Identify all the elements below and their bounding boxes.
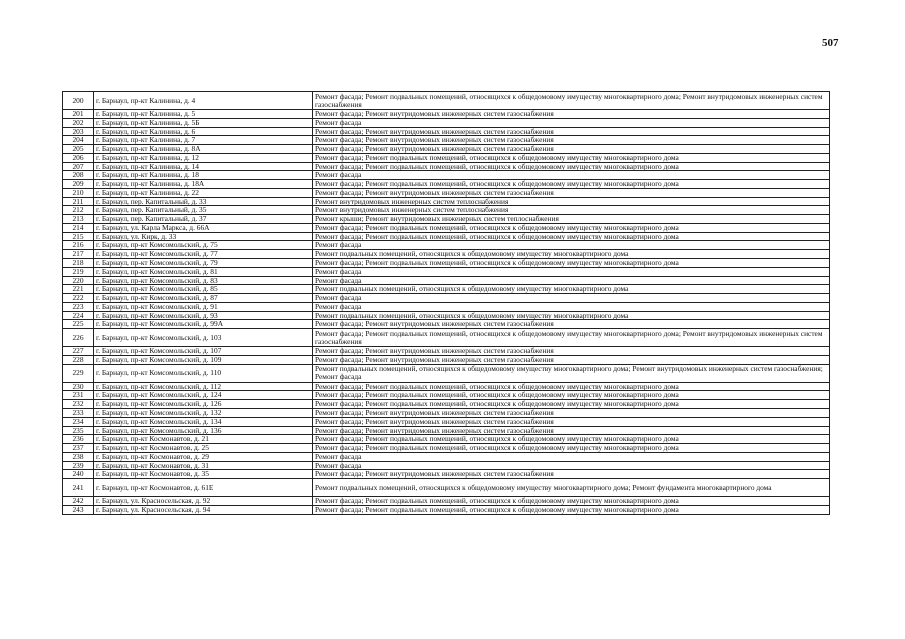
row-address: г. Барнаул, пр-кт Калинина, д. 22	[94, 188, 313, 197]
row-number: 224	[63, 311, 94, 320]
row-work-list: Ремонт фасада	[313, 267, 830, 276]
row-work-list: Ремонт фасада; Ремонт подвальных помещений, относящихся к общедомовому имуществу многоквартирного дома	[313, 259, 830, 268]
row-number: 222	[63, 294, 94, 303]
row-address: г. Барнаул, пр-кт Калинина, д. 8А	[94, 145, 313, 154]
row-work-list: Ремонт подвальных помещений, относящихся к общедомовому имуществу многоквартирного дома	[313, 285, 830, 294]
row-address: г. Барнаул, пр-кт Комсомольский, д. 132	[94, 408, 313, 417]
row-address: г. Барнаул, пр-кт Комсомольский, д. 93	[94, 311, 313, 320]
row-work-list: Ремонт фасада; Ремонт подвальных помещений, относящихся к общедомовому имуществу многоквартирного дома	[313, 435, 830, 444]
row-address: г. Барнаул, пер. Капитальный, д. 33	[94, 197, 313, 206]
table-row	[63, 92, 830, 110]
row-address: г. Барнаул, пр-кт Космонавтов, д. 29	[94, 452, 313, 461]
row-work-list: Ремонт фасада; Ремонт внутридомовых инженерных систем газоснабжения	[313, 408, 830, 417]
row-address: г. Барнаул, пр-кт Комсомольский, д. 103	[94, 329, 313, 347]
row-work-list: Ремонт фасада	[313, 171, 830, 180]
table-row	[63, 382, 830, 391]
row-work-list: Ремонт фасада; Ремонт подвальных помещений, относящихся к общедомовому имуществу многоквартирного дома; Ремонт внутридомовых инженерных систем газоснабжения	[313, 329, 830, 347]
row-number: 236	[63, 435, 94, 444]
row-work-list: Ремонт фасада; Ремонт подвальных помещений, относящихся к общедомовому имуществу многоквартирного дома	[313, 444, 830, 453]
row-number: 204	[63, 136, 94, 145]
row-number: 240	[63, 470, 94, 479]
row-work-list: Ремонт фасада; Ремонт внутридомовых инженерных систем газоснабжения	[313, 127, 830, 136]
table-row	[63, 250, 830, 259]
row-number: 212	[63, 206, 94, 215]
row-address: г. Барнаул, пр-кт Космонавтов, д. 21	[94, 435, 313, 444]
row-work-list: Ремонт фасада; Ремонт подвальных помещений, относящихся к общедомовому имуществу многоквартирного дома	[313, 223, 830, 232]
table-row	[63, 426, 830, 435]
row-number: 211	[63, 197, 94, 206]
row-address: г. Барнаул, ул. Кирк, д. 33	[94, 232, 313, 241]
table-row	[63, 417, 830, 426]
row-work-list: Ремонт подвальных помещений, относящихся к общедомовому имуществу многоквартирного дома	[313, 311, 830, 320]
row-number: 233	[63, 408, 94, 417]
row-number: 214	[63, 223, 94, 232]
row-work-list: Ремонт подвальных помещений, относящихся к общедомовому имуществу многоквартирного дома; Ремонт фундамента многоквартирного дома	[313, 479, 830, 497]
row-work-list: Ремонт фасада; Ремонт внутридомовых инженерных систем газоснабжения	[313, 355, 830, 364]
row-work-list: Ремонт фасада	[313, 276, 830, 285]
row-number: 225	[63, 320, 94, 329]
row-number: 226	[63, 329, 94, 347]
row-number: 239	[63, 461, 94, 470]
row-number: 223	[63, 302, 94, 311]
row-number: 229	[63, 364, 94, 382]
row-work-list: Ремонт фасада; Ремонт внутридомовых инженерных систем газоснабжения	[313, 320, 830, 329]
row-address: г. Барнаул, пр-кт Комсомольский, д. 136	[94, 426, 313, 435]
row-number: 220	[63, 276, 94, 285]
row-address: г. Барнаул, ул. Карла Маркса, д. 66А	[94, 223, 313, 232]
row-address: г. Барнаул, пр-кт Комсомольский, д. 77	[94, 250, 313, 259]
row-work-list: Ремонт фасада; Ремонт подвальных помещений, относящихся к общедомовому имуществу многоквартирного дома	[313, 497, 830, 506]
row-number: 201	[63, 110, 94, 119]
row-work-list: Ремонт фасада	[313, 118, 830, 127]
row-work-list: Ремонт фасада; Ремонт подвальных помещений, относящихся к общедомовому имуществу многоквартирного дома	[313, 382, 830, 391]
row-work-list: Ремонт подвальных помещений, относящихся к общедомовому имуществу многоквартирного дома; Ремонт внутридомовых инженерных систем газоснабжения; Ремонт фасада	[313, 364, 830, 382]
row-number: 219	[63, 267, 94, 276]
row-address: г. Барнаул, пер. Капитальный, д. 37	[94, 215, 313, 224]
table-row	[63, 241, 830, 250]
row-number: 200	[63, 92, 94, 110]
row-work-list: Ремонт фасада	[313, 302, 830, 311]
table-row	[63, 180, 830, 189]
row-address: г. Барнаул, пр-кт Космонавтов, д. 61Е	[94, 479, 313, 497]
row-address: г. Барнаул, пр-кт Комсомольский, д. 85	[94, 285, 313, 294]
table-row	[63, 162, 830, 171]
row-work-list: Ремонт внутридомовых инженерных систем теплоснабжения	[313, 197, 830, 206]
row-address: г. Барнаул, пр-кт Комсомольский, д. 79	[94, 259, 313, 268]
row-number: 203	[63, 127, 94, 136]
row-work-list: Ремонт фасада; Ремонт подвальных помещений, относящихся к общедомовому имуществу многоквартирного дома	[313, 400, 830, 409]
table-row	[63, 267, 830, 276]
table-row	[63, 197, 830, 206]
row-address: г. Барнаул, пр-кт Комсомольский, д. 109	[94, 355, 313, 364]
row-work-list: Ремонт фасада; Ремонт внутридомовых инженерных систем газоснабжения	[313, 110, 830, 119]
page-number: 507	[822, 37, 839, 49]
row-number: 227	[63, 347, 94, 356]
row-number: 208	[63, 171, 94, 180]
row-address: г. Барнаул, пр-кт Комсомольский, д. 126	[94, 400, 313, 409]
row-number: 228	[63, 355, 94, 364]
row-work-list: Ремонт фасада; Ремонт подвальных помещений, относящихся к общедомовому имуществу многоквартирного дома	[313, 162, 830, 171]
row-address: г. Барнаул, пр-кт Калинина, д. 4	[94, 92, 313, 110]
table-row	[63, 329, 830, 347]
row-address: г. Барнаул, пр-кт Комсомольский, д. 107	[94, 347, 313, 356]
row-address: г. Барнаул, пр-кт Комсомольский, д. 91	[94, 302, 313, 311]
row-work-list: Ремонт фасада; Ремонт внутридомовых инженерных систем газоснабжения	[313, 145, 830, 154]
row-work-list: Ремонт фасада; Ремонт внутридомовых инженерных систем газоснабжения	[313, 136, 830, 145]
row-address: г. Барнаул, пр-кт Калинина, д. 6	[94, 127, 313, 136]
row-work-list: Ремонт фасада; Ремонт внутридомовых инженерных систем газоснабжения	[313, 347, 830, 356]
table-row	[63, 232, 830, 241]
row-work-list: Ремонт фасада; Ремонт подвальных помещений, относящихся к общедомовому имуществу многоквартирного дома	[313, 391, 830, 400]
row-address: г. Барнаул, пр-кт Комсомольский, д. 134	[94, 417, 313, 426]
table-row	[63, 391, 830, 400]
row-address: г. Барнаул, пр-кт Комсомольский, д. 99А	[94, 320, 313, 329]
table-row	[63, 188, 830, 197]
table-row	[63, 408, 830, 417]
row-work-list: Ремонт фасада; Ремонт внутридомовых инженерных систем газоснабжения	[313, 426, 830, 435]
row-number: 221	[63, 285, 94, 294]
table-row	[63, 320, 830, 329]
row-address: г. Барнаул, пер. Капитальный, д. 35	[94, 206, 313, 215]
table-row	[63, 276, 830, 285]
row-work-list: Ремонт фасада; Ремонт внутридомовых инженерных систем газоснабжения	[313, 470, 830, 479]
row-address: г. Барнаул, пр-кт Комсомольский, д. 87	[94, 294, 313, 303]
table-row	[63, 435, 830, 444]
row-number: 210	[63, 188, 94, 197]
row-work-list: Ремонт фасада	[313, 294, 830, 303]
row-number: 243	[63, 505, 94, 514]
row-number: 205	[63, 145, 94, 154]
row-address: г. Барнаул, пр-кт Космонавтов, д. 35	[94, 470, 313, 479]
row-address: г. Барнаул, ул. Красносельская, д. 94	[94, 505, 313, 514]
row-number: 206	[63, 153, 94, 162]
row-work-list: Ремонт крыши; Ремонт внутридомовых инженерных систем теплоснабжения	[313, 215, 830, 224]
row-address: г. Барнаул, пр-кт Калинина, д. 5	[94, 110, 313, 119]
table-row	[63, 127, 830, 136]
row-work-list: Ремонт фасада	[313, 241, 830, 250]
row-number: 238	[63, 452, 94, 461]
table-row	[63, 118, 830, 127]
row-number: 242	[63, 497, 94, 506]
row-address: г. Барнаул, пр-кт Калинина, д. 12	[94, 153, 313, 162]
row-address: г. Барнаул, пр-кт Калинина, д. 7	[94, 136, 313, 145]
row-number: 241	[63, 479, 94, 497]
table-row	[63, 285, 830, 294]
row-number: 232	[63, 400, 94, 409]
row-number: 202	[63, 118, 94, 127]
row-number: 213	[63, 215, 94, 224]
row-number: 218	[63, 259, 94, 268]
table-row	[63, 479, 830, 497]
table-row	[63, 355, 830, 364]
row-work-list: Ремонт подвальных помещений, относящихся к общедомовому имуществу многоквартирного дома	[313, 250, 830, 259]
row-work-list: Ремонт фасада; Ремонт подвальных помещений, относящихся к общедомовому имуществу многоквартирного дома	[313, 153, 830, 162]
table-row	[63, 347, 830, 356]
table-row	[63, 400, 830, 409]
row-address: г. Барнаул, пр-кт Комсомольский, д. 110	[94, 364, 313, 382]
row-address: г. Барнаул, ул. Красносельская, д. 92	[94, 497, 313, 506]
table-row	[63, 145, 830, 154]
table-row	[63, 215, 830, 224]
row-address: г. Барнаул, пр-кт Калинина, д. 18А	[94, 180, 313, 189]
row-work-list: Ремонт внутридомовых инженерных систем теплоснабжения	[313, 206, 830, 215]
table-row	[63, 259, 830, 268]
row-address: г. Барнаул, пр-кт Космонавтов, д. 31	[94, 461, 313, 470]
row-work-list: Ремонт фасада; Ремонт подвальных помещений, относящихся к общедомовому имуществу многоквартирного дома; Ремонт внутридомовых инженерных систем газоснабжения	[313, 92, 830, 110]
table-body	[63, 92, 830, 515]
table-row	[63, 470, 830, 479]
table-row	[63, 223, 830, 232]
row-address: г. Барнаул, пр-кт Комсомольский, д. 124	[94, 391, 313, 400]
table-row	[63, 206, 830, 215]
table-row	[63, 364, 830, 382]
row-number: 234	[63, 417, 94, 426]
row-address: г. Барнаул, пр-кт Калинина, д. 18	[94, 171, 313, 180]
row-work-list: Ремонт фасада	[313, 461, 830, 470]
row-number: 217	[63, 250, 94, 259]
table-row	[63, 294, 830, 303]
row-work-list: Ремонт фасада; Ремонт подвальных помещений, относящихся к общедомовому имуществу многоквартирного дома	[313, 232, 830, 241]
row-address: г. Барнаул, пр-кт Комсомольский, д. 83	[94, 276, 313, 285]
row-address: г. Барнаул, пр-кт Комсомольский, д. 75	[94, 241, 313, 250]
table-row	[63, 302, 830, 311]
row-work-list: Ремонт фасада; Ремонт подвальных помещений, относящихся к общедомовому имуществу многоквартирного дома	[313, 505, 830, 514]
row-work-list: Ремонт фасада; Ремонт подвальных помещений, относящихся к общедомовому имуществу многоквартирного дома	[313, 180, 830, 189]
table-row	[63, 110, 830, 119]
table-row	[63, 153, 830, 162]
table-row	[63, 461, 830, 470]
table-row	[63, 497, 830, 506]
row-number: 216	[63, 241, 94, 250]
row-work-list: Ремонт фасада; Ремонт внутридомовых инженерных систем газоснабжения	[313, 188, 830, 197]
table-row	[63, 311, 830, 320]
row-address: г. Барнаул, пр-кт Космонавтов, д. 25	[94, 444, 313, 453]
row-number: 215	[63, 232, 94, 241]
row-number: 207	[63, 162, 94, 171]
row-number: 231	[63, 391, 94, 400]
row-number: 209	[63, 180, 94, 189]
row-address: г. Барнаул, пр-кт Комсомольский, д. 112	[94, 382, 313, 391]
row-work-list: Ремонт фасада	[313, 452, 830, 461]
table-row	[63, 171, 830, 180]
row-address: г. Барнаул, пр-кт Комсомольский, д. 81	[94, 267, 313, 276]
row-number: 235	[63, 426, 94, 435]
row-number: 237	[63, 444, 94, 453]
table-row	[63, 136, 830, 145]
row-address: г. Барнаул, пр-кт Калинина, д. 14	[94, 162, 313, 171]
row-number: 230	[63, 382, 94, 391]
table-row	[63, 444, 830, 453]
row-address: г. Барнаул, пр-кт Калинина, д. 5Б	[94, 118, 313, 127]
table-row	[63, 505, 830, 514]
row-work-list: Ремонт фасада; Ремонт внутридомовых инженерных систем газоснабжения	[313, 417, 830, 426]
table-row	[63, 452, 830, 461]
address-work-table	[62, 91, 830, 515]
